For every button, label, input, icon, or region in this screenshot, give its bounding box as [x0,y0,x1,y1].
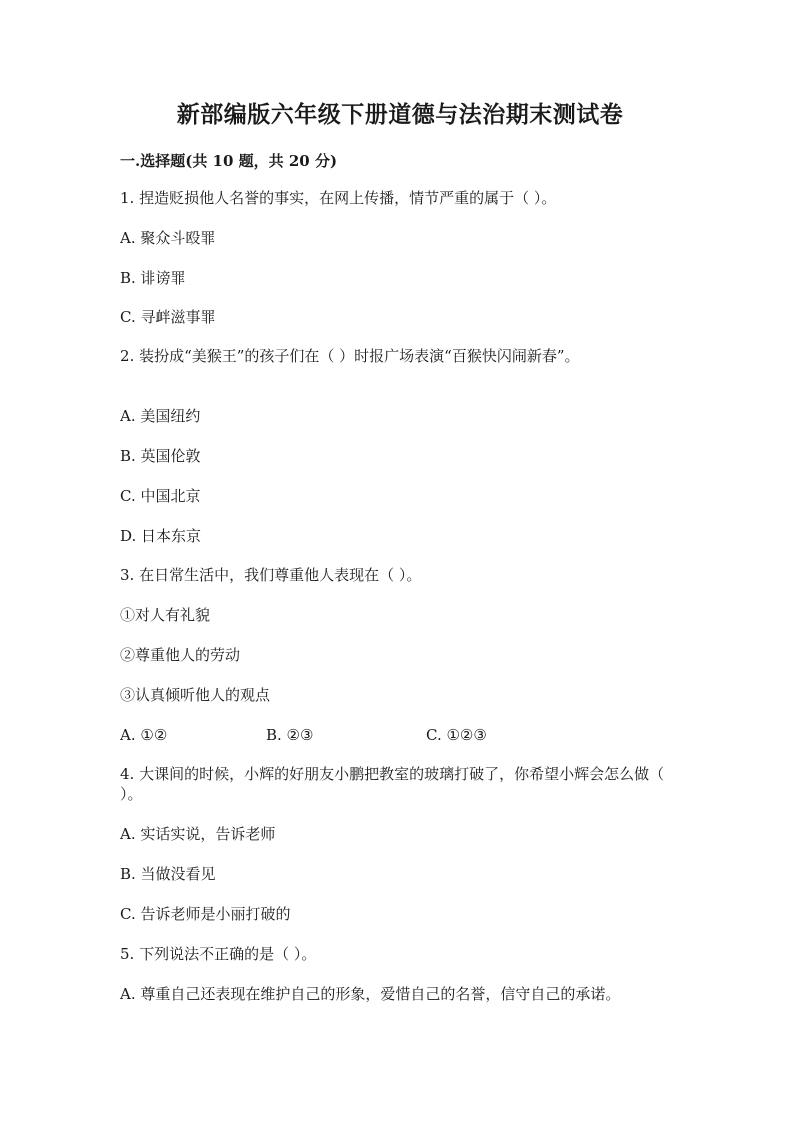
question-3-stem: 3. 在日常生活中，我们尊重他人表现在（ ）。 [120,566,422,584]
question-3-option-b: B. ②③ [266,726,314,744]
question-1-option-c: C. 寻衅滋事罪 [120,308,216,326]
section-heading: 一.选择题(共 10 题，共 20 分) [120,152,338,170]
question-4-option-b: B. 当做没看见 [120,865,216,883]
page-title: 新部编版六年级下册道德与法治期末测试卷 [176,101,624,128]
question-2-option-b: B. 英国伦敦 [120,447,201,465]
question-1-option-b: B. 诽谤罪 [120,269,186,287]
question-4-option-c: C. 告诉老师是小丽打破的 [120,905,291,923]
question-2-option-d: D. 日本东京 [120,527,202,545]
question-3-options [120,725,680,745]
question-3-item-2: ②尊重他人的劳动 [120,646,241,664]
question-1-option-a: A. 聚众斗殴罪 [120,229,216,247]
question-3-item-3: ③认真倾听他人的观点 [120,686,271,704]
question-2-option-c: C. 中国北京 [120,487,201,505]
question-2-stem: 2. 装扮成“美猴王”的孩子们在（ ）时报广场表演“百猴快闪闹新春”。 [120,347,580,365]
question-4-stem: 4. 大课间的时候，小辉的好朋友小鹏把教室的玻璃打破了，你希望小辉会怎么做（ ）。 [120,765,665,803]
question-3-option-a: A. ①② [120,726,168,744]
question-3-item-1: ①对人有礼貌 [120,606,211,624]
question-1-stem: 1. 捏造贬损他人名誉的事实，在网上传播，情节严重的属于（ ）。 [120,189,557,207]
question-5-option-a: A. 尊重自己还表现在维护自己的形象，爱惜自己的名誉，信守自己的承诺。 [120,985,621,1003]
question-5-stem: 5. 下列说法不正确的是（ ）。 [120,945,317,963]
question-2-option-a: A. 美国纽约 [120,407,201,425]
question-4-option-a: A. 实话实说，告诉老师 [120,825,276,843]
question-3-option-c: C. ①②③ [426,726,487,744]
